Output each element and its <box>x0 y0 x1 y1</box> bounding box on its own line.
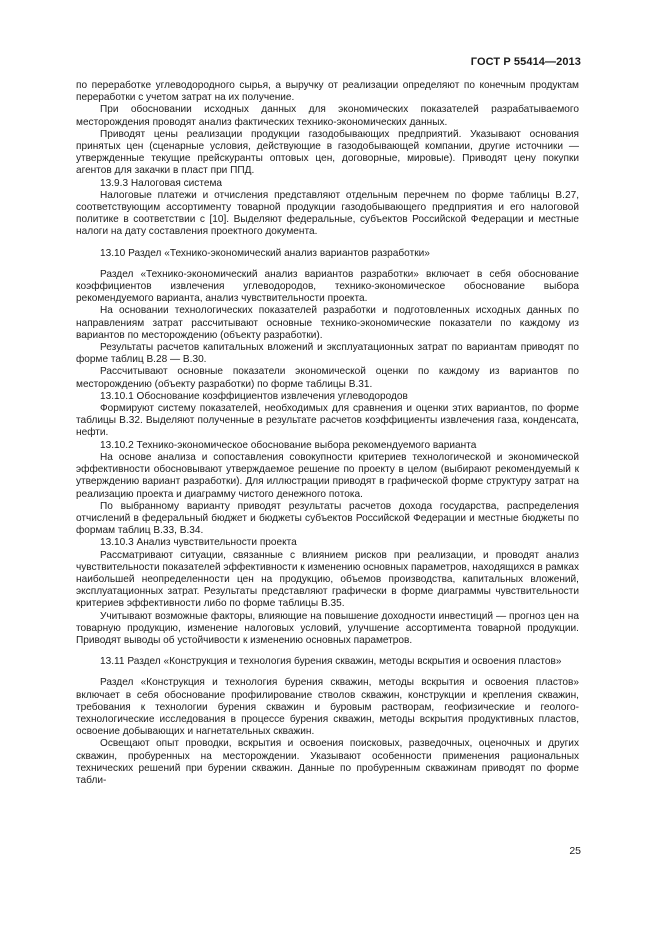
paragraph: Налоговые платежи и отчисления представляют отдельным перечнем по форме таблицы В.27, соответствующим ассортименту товарной продукции газодобывающего предприятия и его налоговой политике в соответствии с [10]. Выделяют федеральные, субъектов Российской Федерации и местные налоги на дату составления проектного документа. <box>76 189 579 238</box>
page-number: 25 <box>569 845 581 857</box>
paragraph: По выбранному варианту приводят результаты расчетов дохода государства, распределения отчислений в федеральный бюджет и бюджеты субъектов Российской Федерации и местные бюджеты по формам таблиц В.33, В.34. <box>76 500 579 537</box>
paragraph: При обосновании исходных данных для экономических показателей разрабатываемого месторождения проводят анализ фактических технико-экономических данных. <box>76 104 579 128</box>
paragraph: На основе анализа и сопоставления совокупности критериев технологической и экономической эффективности обосновывают утверждаемое решение по проекту в целом (выбирают рекомендуемый к утверждению вариант разработки). Для иллюстрации приводят в графической форме структуру затрат на реализацию проекта и диаграмму чистого денежного потока. <box>76 451 579 500</box>
paragraph: Раздел «Конструкция и технология бурения скважин, методы вскрытия и освоения пластов» включает в себя обоснование профилирование стволов скважин, конструкции и крепления скважин, требования к технологии бурения скважин и буровым растворам, геофизические и геолого-технологические исследования в процессе бурения скважин, методы вскрытия продуктивных пластов, освоение добывающих и нагнетательных скважин. <box>76 677 579 738</box>
paragraph: На основании технологических показателей разработки и подготовленных исходных данных по направлениям затрат рассчитывают основные технико-экономические показатели по каждому из вариантов по месторождению (объекту разработки). <box>76 305 579 341</box>
paragraph: Учитывают возможные факторы, влияющие на повышение доходности инвестиций — прогноз цен на товарную продукцию, изменение налоговых условий, улучшение ассортимента товарной продукции. Приводят выводы об устойчивости к изменению основных параметров. <box>76 610 579 646</box>
paragraph: 13.10.1 Обоснование коэффициентов извлечения углеводородов <box>100 390 408 402</box>
paragraph: 13.10.3 Анализ чувствительности проекта <box>100 537 297 549</box>
paragraph: Раздел «Технико-экономический анализ вариантов разработки» включает в себя обоснование коэффициентов извлечения углеводородов, технико-экономическое обоснование выбора рекомендуемого варианта, анализ чувствительности проекта. <box>76 268 579 305</box>
paragraph: Освещают опыт проводки, вскрытия и освоения поисковых, разведочных, оценочных и других скважин, пробуренных на месторождении. Указывают особенности применения рациональных технических решений при бурении скважин. Данные по пробуренным скважинам приводят по форме табли- <box>76 738 579 786</box>
document-code: ГОСТ Р 55414—2013 <box>470 56 581 68</box>
paragraph: 13.10.2 Технико-экономическое обоснование выбора рекомендуемого варианта <box>100 439 477 451</box>
document-body <box>76 80 579 787</box>
paragraph: Рассматривают ситуации, связанные с влиянием рисков при реализации, и проводят анализ чувствительности показателей эффективности к изменению основных параметров, находящихся в рамках наибольшей неопределенности цен на продукцию, объемов производства, капитальных вложений, эксплуатационных затрат. Результаты представляют графически в форме диаграммы чувствительности критериев эффективности либо по форме таблицы В.35. <box>76 549 580 610</box>
paragraph: Результаты расчетов капитальных вложений и эксплуатационных затрат по вариантам приводят по форме таблиц В.28 — В.30. <box>76 342 579 366</box>
section-heading: 13.10 Раздел «Технико-экономический анализ вариантов разработки» <box>100 247 430 259</box>
paragraph: Рассчитывают основные показатели экономической оценки по каждому из вариантов по месторождению (объекту разработки) по форме таблицы В.31. <box>76 366 579 390</box>
paragraph: Формируют систему показателей, необходимых для сравнения и оценки этих вариантов, по форме таблицы В.32. Выделяют полученные в результате расчетов коэффициенты извлечения газа, конденсата, нефти. <box>76 403 579 439</box>
section-heading: 13.11 Раздел «Конструкция и технология бурения скважин, методы вскрытия и освоения пластов» <box>100 656 562 668</box>
paragraph: 13.9.3 Налоговая система <box>100 177 223 189</box>
paragraph: по переработке углеводородного сырья, а выручку от реализации определяют по конечным продуктам переработки с учетом затрат на их получение. <box>76 80 579 104</box>
paragraph: Приводят цены реализации продукции газодобывающих предприятий. Указывают основания принятых цен (сценарные условия, действующие в газодобывающей компании, другие источники — утвержденные текущие прейскуранты оптовых цен, договорные, мировые). Приводят цену покупки агентов для закачки в пласт при ППД. <box>76 128 579 177</box>
